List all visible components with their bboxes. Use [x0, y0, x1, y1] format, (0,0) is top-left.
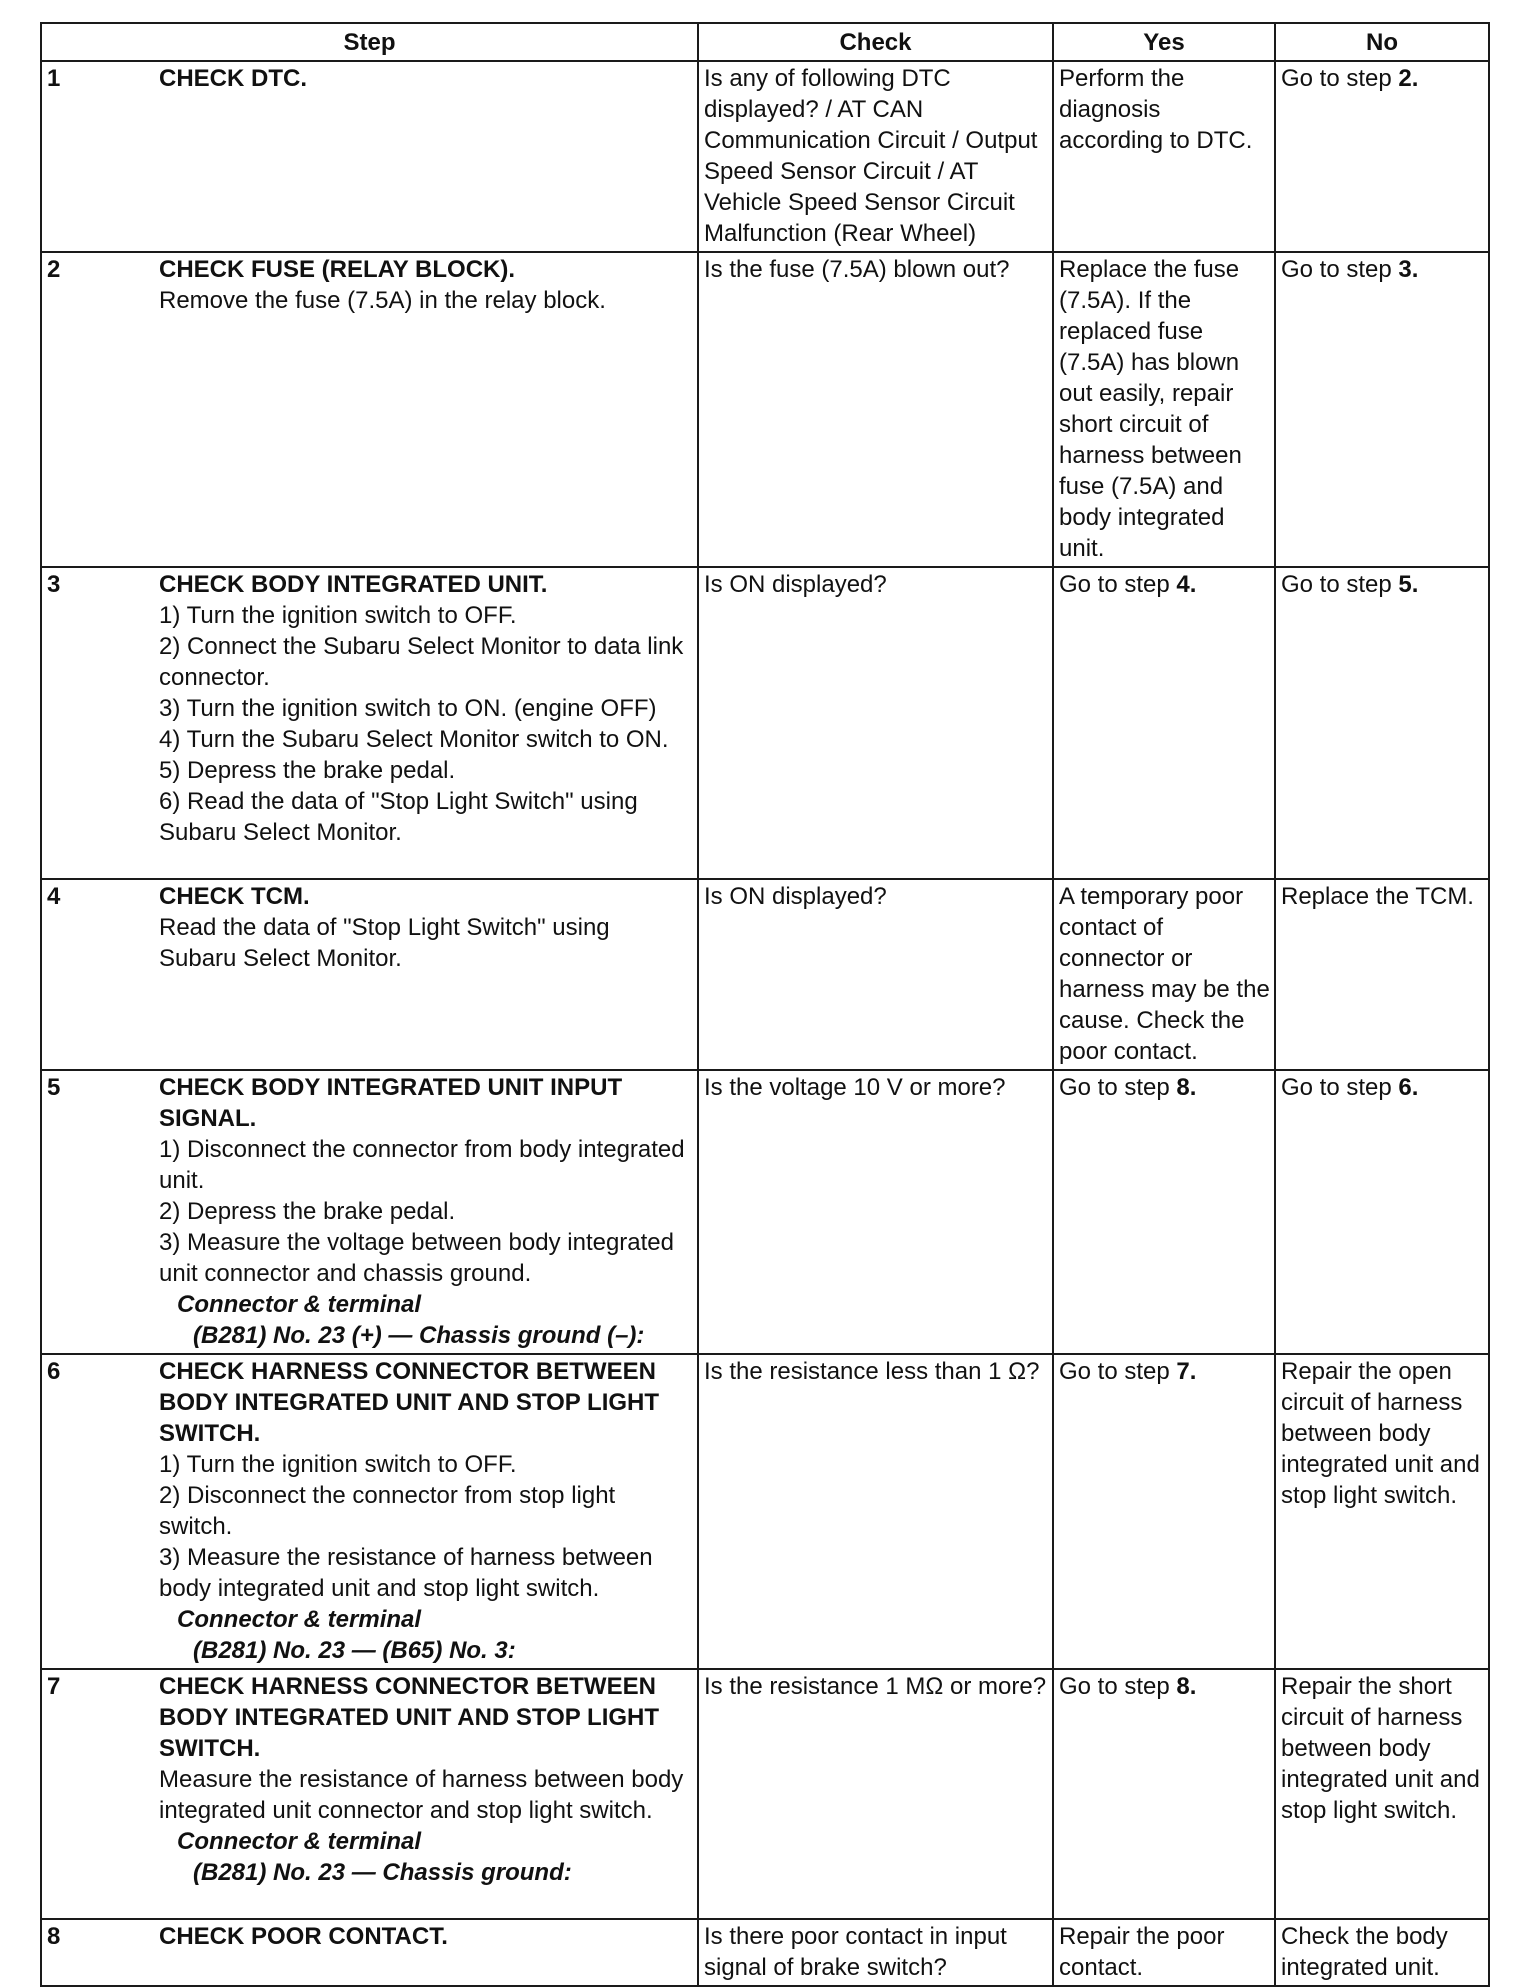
table-header-row [41, 23, 1489, 61]
step-body [159, 569, 693, 848]
step-reference: 8. [1176, 1673, 1197, 1700]
step-body [159, 1671, 693, 1888]
no-cell-text: Go to step [1281, 1074, 1399, 1101]
step-cell [41, 61, 698, 252]
table-row [41, 1354, 1489, 1669]
step-body [159, 63, 693, 94]
step-instruction: 1) Turn the ignition switch to OFF. [159, 1451, 517, 1478]
connector-terminal-heading: Connector & terminal [177, 1606, 422, 1633]
no-cell [1275, 61, 1489, 252]
step-cell [41, 1669, 698, 1919]
no-cell [1275, 252, 1489, 567]
step-reference: 5. [1398, 571, 1419, 598]
step-instruction: 2) Depress the brake pedal. [159, 1198, 456, 1225]
step-number: 3 [47, 571, 61, 598]
header-step: Step [41, 23, 698, 61]
no-cell-text: Go to step [1281, 65, 1399, 92]
step-title: CHECK BODY INTEGRATED UNIT INPUT SIGNAL. [159, 1074, 623, 1132]
diagnostic-table [40, 22, 1490, 1987]
step-cell [41, 567, 698, 879]
yes-cell [1053, 252, 1275, 567]
yes-cell [1053, 1919, 1275, 1986]
table-row [41, 1669, 1489, 1919]
table-row [41, 61, 1489, 252]
step-title: CHECK TCM. [159, 883, 310, 910]
step-body [159, 1921, 693, 1952]
step-number: 8 [47, 1923, 61, 1950]
no-cell-text: Check the body integrated unit. [1281, 1923, 1448, 1981]
step-number: 2 [47, 256, 61, 283]
no-cell-text: Repair the short circuit of harness between body integrated unit and stop light switch. [1281, 1673, 1480, 1824]
step-cell [41, 1919, 698, 1986]
yes-cell-text: Repair the poor contact. [1059, 1923, 1225, 1981]
connector-terminal-heading: Connector & terminal [177, 1828, 422, 1855]
check-cell: Is there poor contact in input signal of brake switch? [698, 1919, 1053, 1986]
step-instruction: 6) Read the data of "Stop Light Switch" using Subaru Select Monitor. [159, 788, 638, 846]
step-title: CHECK HARNESS CONNECTOR BETWEEN BODY INTEGRATED UNIT AND STOP LIGHT SWITCH. [159, 1358, 660, 1447]
step-cell [41, 1354, 698, 1669]
step-instruction: Measure the resistance of harness between body integrated unit connector and stop light switch. [159, 1766, 684, 1824]
step-instruction: 2) Disconnect the connector from stop light switch. [159, 1482, 616, 1540]
yes-cell-text: Perform the diagnosis according to DTC. [1059, 65, 1253, 154]
step-number: 5 [47, 1074, 61, 1101]
check-cell: Is any of following DTC displayed? / AT CAN Communication Circuit / Output Speed Sensor Circuit / AT Vehicle Speed Sensor Circuit Malfunction (Rear Wheel) [698, 61, 1053, 252]
step-cell [41, 879, 698, 1070]
yes-cell [1053, 1070, 1275, 1354]
check-cell: Is the fuse (7.5A) blown out? [698, 252, 1053, 567]
step-number: 4 [47, 883, 61, 910]
table-row [41, 879, 1489, 1070]
no-cell-text: Go to step [1281, 571, 1399, 598]
header-yes: Yes [1053, 23, 1275, 61]
step-instruction: 3) Measure the voltage between body integrated unit connector and chassis ground. [159, 1229, 675, 1287]
step-instruction: 3) Turn the ignition switch to ON. (engine OFF) [159, 695, 657, 722]
step-number: 6 [47, 1358, 61, 1385]
step-instruction: Read the data of "Stop Light Switch" using Subaru Select Monitor. [159, 914, 610, 972]
yes-cell [1053, 61, 1275, 252]
no-cell [1275, 1354, 1489, 1669]
no-cell-text: Replace the TCM. [1281, 883, 1474, 910]
no-cell [1275, 1669, 1489, 1919]
yes-cell-text: Go to step [1059, 1673, 1177, 1700]
step-instruction: 2) Connect the Subaru Select Monitor to data link connector. [159, 633, 684, 691]
header-check: Check [698, 23, 1053, 61]
no-cell-text: Go to step [1281, 256, 1399, 283]
step-body [159, 1356, 693, 1666]
table-row [41, 1070, 1489, 1354]
yes-cell-text: Go to step [1059, 571, 1177, 598]
step-title: CHECK POOR CONTACT. [159, 1923, 448, 1950]
table-row [41, 1919, 1489, 1986]
no-cell [1275, 879, 1489, 1070]
connector-terminal-value: (B281) No. 23 (+) — Chassis ground (–): [193, 1322, 645, 1349]
step-reference: 6. [1398, 1074, 1419, 1101]
yes-cell [1053, 1354, 1275, 1669]
step-title: CHECK BODY INTEGRATED UNIT. [159, 571, 548, 598]
step-instruction: 5) Depress the brake pedal. [159, 757, 456, 784]
step-instruction: 1) Turn the ignition switch to OFF. [159, 602, 517, 629]
yes-cell-text: Go to step [1059, 1358, 1177, 1385]
step-title: CHECK HARNESS CONNECTOR BETWEEN BODY INTEGRATED UNIT AND STOP LIGHT SWITCH. [159, 1673, 660, 1762]
step-reference: 7. [1176, 1358, 1197, 1385]
step-body [159, 254, 693, 316]
step-reference: 4. [1176, 571, 1197, 598]
check-cell: Is the voltage 10 V or more? [698, 1070, 1053, 1354]
step-cell [41, 1070, 698, 1354]
step-instruction: 1) Disconnect the connector from body integrated unit. [159, 1136, 685, 1194]
connector-terminal-heading: Connector & terminal [177, 1291, 422, 1318]
yes-cell [1053, 1669, 1275, 1919]
step-title: CHECK FUSE (RELAY BLOCK). [159, 256, 516, 283]
yes-cell-text: Go to step [1059, 1074, 1177, 1101]
connector-terminal-value: (B281) No. 23 — (B65) No. 3: [193, 1637, 516, 1664]
step-reference: 3. [1398, 256, 1419, 283]
step-instruction: 3) Measure the resistance of harness between body integrated unit and stop light switch. [159, 1544, 653, 1602]
yes-cell [1053, 879, 1275, 1070]
table-row [41, 252, 1489, 567]
step-number: 7 [47, 1673, 61, 1700]
step-instruction: Remove the fuse (7.5A) in the relay block. [159, 287, 606, 314]
step-cell [41, 252, 698, 567]
check-cell: Is ON displayed? [698, 879, 1053, 1070]
connector-terminal-value: (B281) No. 23 — Chassis ground: [193, 1859, 572, 1886]
check-cell: Is the resistance 1 MΩ or more? [698, 1669, 1053, 1919]
no-cell-text: Repair the open circuit of harness between body integrated unit and stop light switch. [1281, 1358, 1480, 1509]
yes-cell-text: Replace the fuse (7.5A). If the replaced fuse (7.5A) has blown out easily, repair short circuit of harness between fuse (7.5A) and body integrated unit. [1059, 256, 1242, 562]
yes-cell-text: A temporary poor contact of connector or harness may be the cause. Check the poor contact. [1059, 883, 1270, 1065]
step-body [159, 881, 693, 974]
yes-cell [1053, 567, 1275, 879]
step-title: CHECK DTC. [159, 65, 307, 92]
no-cell [1275, 567, 1489, 879]
step-reference: 2. [1398, 65, 1419, 92]
check-cell: Is ON displayed? [698, 567, 1053, 879]
step-number: 1 [47, 65, 61, 92]
no-cell [1275, 1919, 1489, 1986]
table-row [41, 567, 1489, 879]
header-no: No [1275, 23, 1489, 61]
step-reference: 8. [1176, 1074, 1197, 1101]
no-cell [1275, 1070, 1489, 1354]
step-instruction: 4) Turn the Subaru Select Monitor switch to ON. [159, 726, 669, 753]
step-body [159, 1072, 693, 1351]
check-cell: Is the resistance less than 1 Ω? [698, 1354, 1053, 1669]
